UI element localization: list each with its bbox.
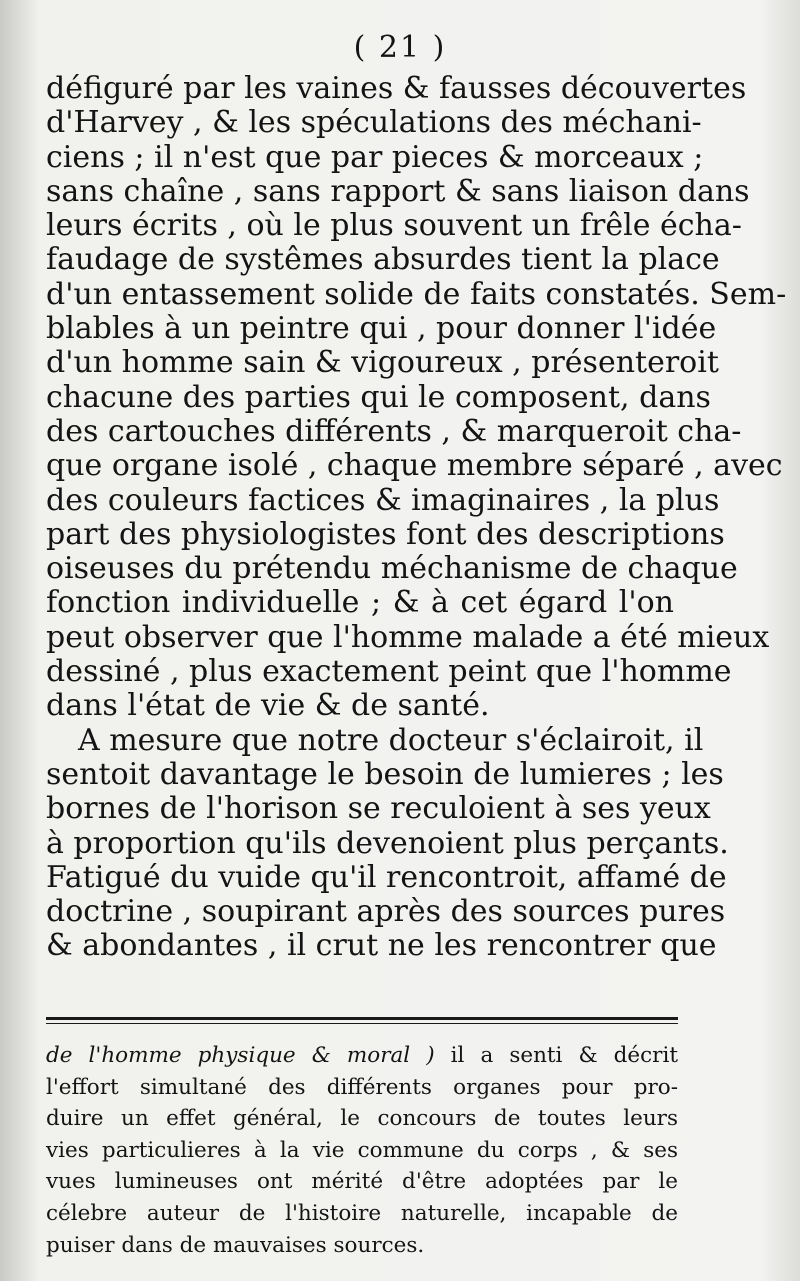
text-line: que organe isolé , chaque membre séparé , avec (46, 448, 783, 484)
text-line: A mesure que notre docteur s'éclairoit, il (78, 722, 704, 758)
text-line: Fatigué du vuide qu'il rencontroit, affamé de (46, 859, 727, 895)
text-line: blables à un peintre qui , pour donner l'idée (46, 311, 717, 347)
footnote-rest: il a senti & décrit (450, 1043, 678, 1068)
text-line: chacune des parties qui le composent, dans (46, 379, 711, 415)
footnote (46, 1040, 678, 1261)
main-text (46, 71, 787, 964)
text-line: sans chaîne , sans rapport & sans liaison dans (46, 173, 750, 209)
text-line: leurs écrits , où le plus souvent un frêle écha- (46, 208, 742, 244)
text-line: défiguré par les vaines & fausses découvertes (46, 71, 747, 106)
footnote-rule (46, 1017, 678, 1024)
text-line: bornes de l'horison se reculoient à ses yeux (46, 791, 711, 827)
text-line: dessiné , plus exactement peint que l'homme (46, 654, 732, 690)
footnote-line: célebre auteur de l'histoire naturelle, incapable de (46, 1200, 678, 1226)
text-line: ciens ; il n'est que par pieces & morceaux ; (46, 139, 704, 175)
text-line: & abondantes , il crut ne les rencontrer que (46, 928, 717, 964)
text-line: à proportion qu'ils devenoient plus perçants. (46, 825, 729, 861)
footnote-line: vues lumineuses ont mérité d'être adoptées par le (46, 1169, 678, 1195)
text-line: peut observer que l'homme malade a été mieux (46, 619, 770, 655)
footnote-line: puiser dans de mauvaises sources. (46, 1232, 425, 1258)
text-line: d'un homme sain & vigoureux , présenteroit (46, 345, 719, 381)
footnote-line (46, 1040, 678, 1072)
text-line: des cartouches différents , & marqueroit cha- (46, 413, 742, 449)
footnote-line: duire un effet général, le concours de toutes leurs (46, 1106, 678, 1132)
text-line: d'Harvey , & les spéculations des méchani- (46, 105, 702, 141)
text-line: part des physiologistes font des descriptions (46, 516, 725, 552)
footnote-line: vies particulieres à la vie commune du corps , & ses (46, 1137, 678, 1163)
text-line: sentoit davantage le besoin de lumieres ; les (46, 756, 724, 792)
text-line: d'un entassement solide de faits constatés. Sem- (46, 276, 787, 312)
footnote-italic: de l'homme physique & moral ) (46, 1043, 435, 1068)
text-line: des couleurs factices & imaginaires , la plus (46, 482, 720, 518)
page-number: ( 21 ) (353, 30, 447, 65)
text-line: faudage de systêmes absurdes tient la place (46, 242, 720, 278)
text-line: oiseuses du prétendu méchanisme de chaque (46, 551, 738, 587)
text-line: fonction individuelle ; & à cet égard l'on (46, 585, 674, 621)
footnote-line: l'effort simultané des différents organes pour pro- (46, 1074, 678, 1100)
text-line: dans l'état de vie & de santé. (46, 688, 490, 724)
text-line: doctrine , soupirant après des sources pures (46, 894, 726, 930)
